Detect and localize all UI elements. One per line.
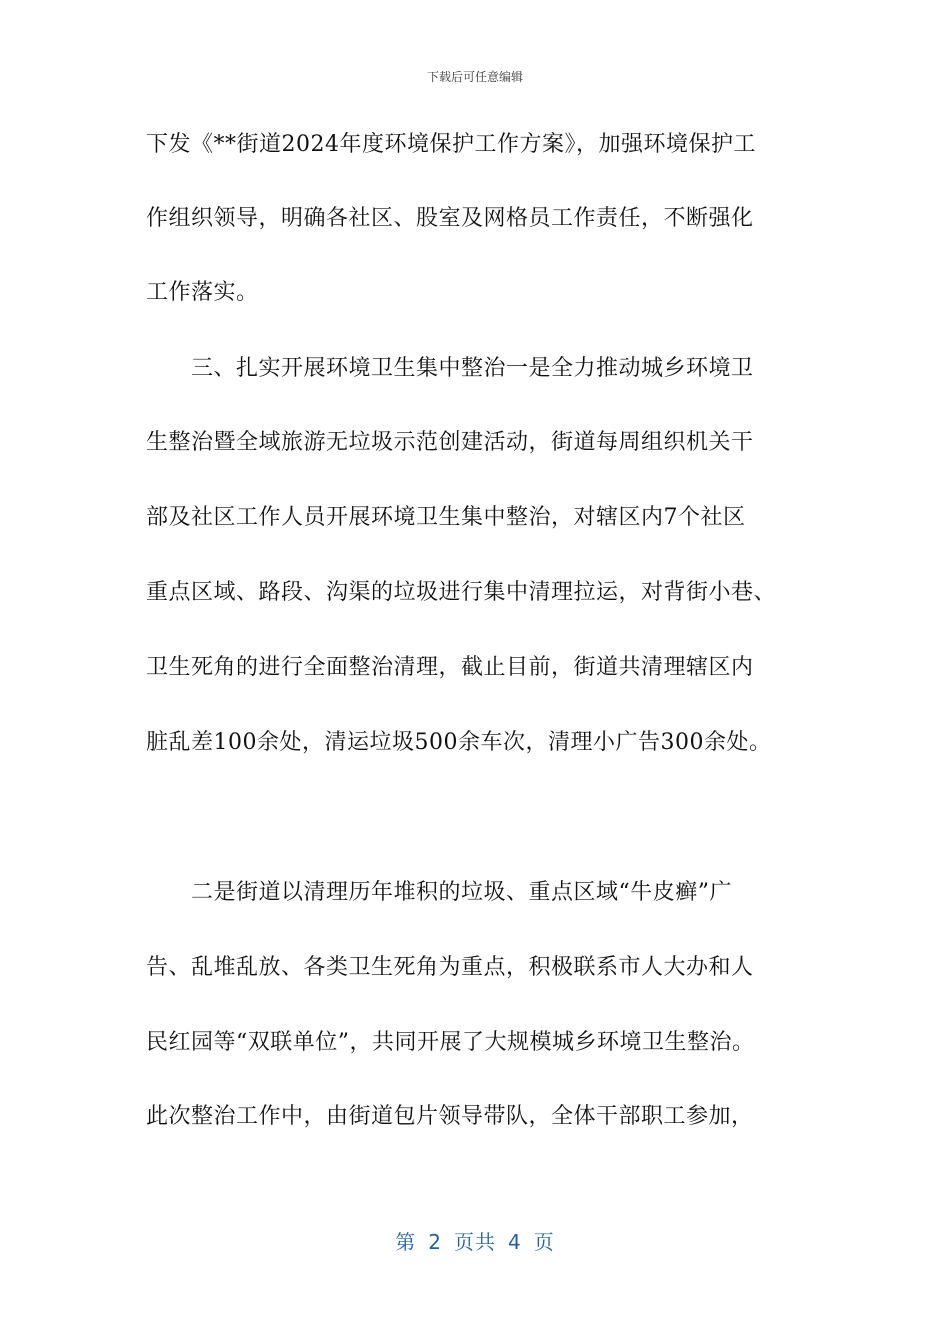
paragraph-line: 此次整治工作中，由街道包片领导带队，全体干部职工参加， bbox=[146, 1104, 754, 1129]
paragraph-line: 部及社区工作人员开展环境卫生集中整治，对辖区内7个社区 bbox=[146, 505, 746, 530]
paragraph-line: 工作落实。 bbox=[146, 280, 259, 305]
paragraph-line: 重点区域、路段、沟渠的垃圾进行集中清理拉运，对背街小巷、 bbox=[146, 580, 777, 605]
footer-label-total-suffix: 页 bbox=[533, 1230, 555, 1254]
paragraph-line: 民红园等“双联单位”，共同开展了大规模城乡环境卫生整治。 bbox=[146, 1030, 755, 1055]
paragraph-line: 三、扎实开展环境卫生集中整治一是全力推动城乡环境卫 bbox=[146, 356, 754, 381]
footer-total-pages: 4 bbox=[508, 1230, 522, 1254]
header-note: 下载后可任意编辑 bbox=[426, 70, 523, 84]
paragraph-line: 作组织领导，明确各社区、股室及网格员工作责任，不断强化 bbox=[146, 206, 754, 231]
paragraph-line: 脏乱差100余处，清运垃圾500余车次，清理小广告300余处。 bbox=[146, 730, 772, 755]
paragraph-line: 卫生死角的进行全面整治清理，截止目前，街道共清理辖区内 bbox=[146, 655, 754, 680]
footer-label-page: 第 bbox=[395, 1230, 417, 1254]
footer-label-total-prefix: 页共 bbox=[454, 1230, 496, 1254]
paragraph-line: 二是街道以清理历年堆积的垃圾、重点区域“牛皮癣”广 bbox=[146, 880, 732, 905]
paragraph-line: 下发《**街道2024年度环境保护工作方案》，加强环境保护工 bbox=[146, 132, 756, 157]
paragraph-line: 生整治暨全域旅游无垃圾示范创建活动，街道每周组织机关干 bbox=[146, 430, 754, 455]
page-footer bbox=[0, 1226, 950, 1255]
footer-current-page: 2 bbox=[428, 1230, 442, 1254]
paragraph-line: 告、乱堆乱放、各类卫生死角为重点，积极联系市人大办和人 bbox=[146, 955, 754, 980]
